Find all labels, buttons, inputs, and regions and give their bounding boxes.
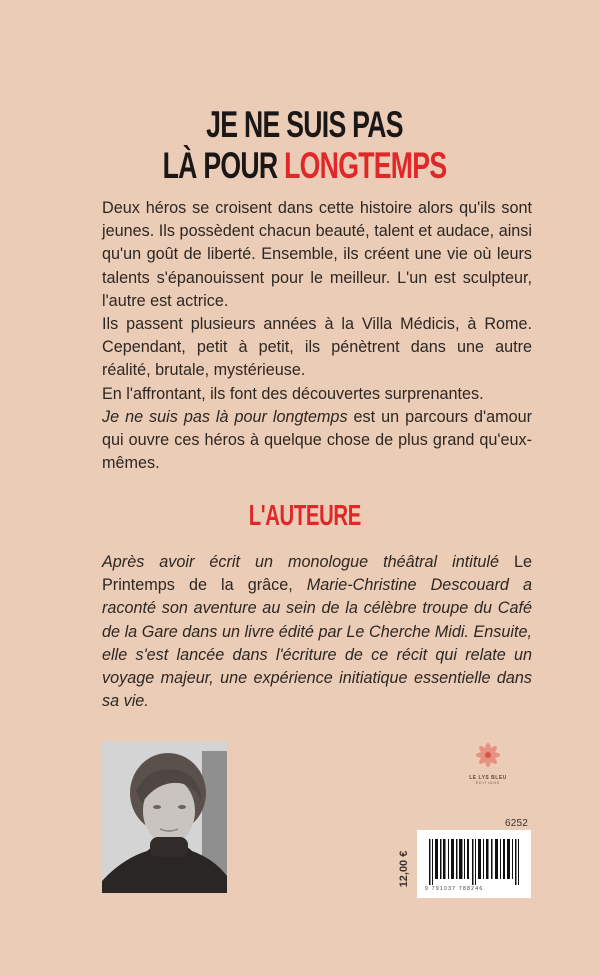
portrait-illustration [102, 741, 227, 893]
author-bio-part-2: Marie-Christine Descouard a raconté son aventure au sein de la célèbre troupe du Café de la Gare dans un livre édité par Le Cherche Midi. Ensuite, elle s'est lancée dans l'écriture de ce récit qui relate un voyage majeur, une expérience initiatique essentielle dans sa vie. [102, 576, 532, 711]
author-bio-paragraph [102, 551, 532, 713]
lotus-icon [474, 742, 502, 768]
title-line-2 [88, 145, 520, 186]
price-label [396, 838, 412, 900]
title-line-1: JE NE SUIS PAS [206, 104, 403, 145]
author-bio-part-1: Après avoir écrit un monologue théâtral intitulé [102, 553, 514, 571]
synopsis-paragraph-4-rest: est un parcours d'amour qui ouvre ces héros à quelque chose de plus grand qu'eux-mêmes. [102, 407, 533, 473]
synopsis-book-title-italic: Je ne suis pas là pour longtemps [102, 407, 348, 426]
title-line-2-black: LÀ POUR [162, 145, 285, 186]
product-code: 6252 [505, 818, 529, 829]
barcode [417, 830, 531, 898]
synopsis [102, 197, 532, 475]
synopsis-paragraph-1: Deux héros se croisent dans cette histoire alors qu'ils sont jeunes. Ils possèdent chacun beauté, talent et audace, ainsi qu'un goût de liberté. Ensemble, ils créent une vie où leurs talents s'épanouissent pour le meilleur. L'un est sculpteur, l'autre est actrice. [102, 199, 532, 310]
author-bio [102, 551, 532, 713]
synopsis-paragraph-3: En l'affrontant, ils font des découvertes surprenantes. [102, 384, 484, 403]
barcode-bars [429, 839, 521, 885]
author-heading: L'AUTEURE [248, 500, 361, 532]
price-text: 12,00 € [398, 850, 410, 888]
barcode-digits: 9 791037 788246 [425, 886, 484, 892]
book-title [88, 104, 520, 186]
synopsis-paragraph-2: Ils passent plusieurs années à la Villa Médicis, à Rome. Cependant, petit à petit, ils pénètrent dans une autre réalité, brutale, mystérieuse. [102, 315, 532, 380]
synopsis-paragraph-4 [102, 406, 532, 476]
author-bio-work-title: Le Printemps de la grâce, [102, 553, 532, 595]
publisher-subtitle: ÉDITIONS [475, 781, 501, 785]
publisher-name: LE LYS BLEU [469, 775, 507, 781]
publisher-logo [458, 742, 518, 785]
author-photo [102, 741, 227, 893]
title-line-2-red: LONGTEMPS [284, 145, 447, 186]
